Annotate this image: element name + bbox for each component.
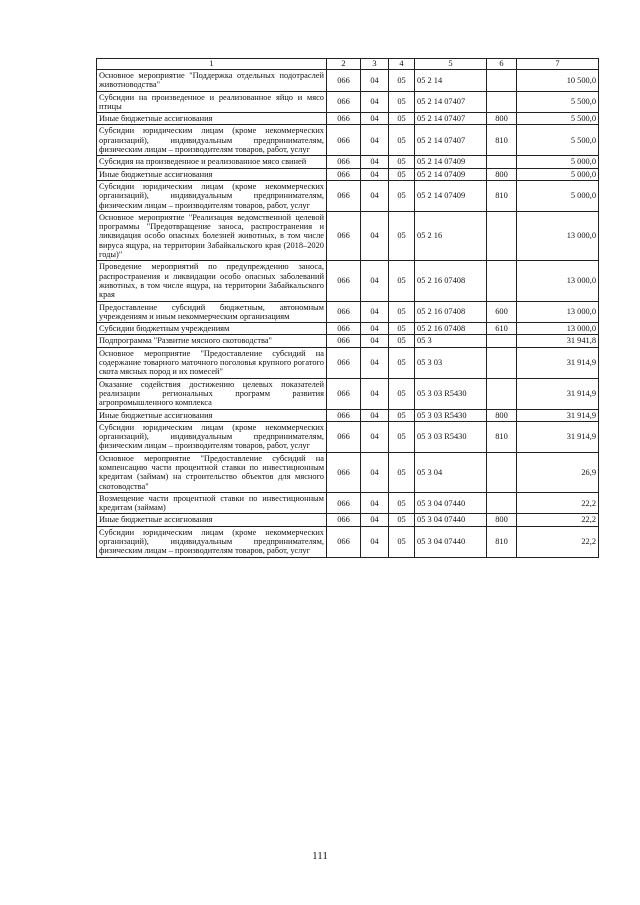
row-expense-type-cell: 800 [487, 514, 517, 526]
header-cell: 7 [517, 59, 599, 70]
row-expense-type-cell [487, 70, 517, 92]
table-row [97, 335, 599, 347]
row-section-cell: 04 [361, 113, 389, 125]
row-name-cell: Субсидии юридическим лицам (кроме некоммерческих организаций), индивидуальным предпринимателям, физическим лицам – производителям товаров, работ, услуг [97, 125, 327, 156]
row-target-article-cell: 05 2 14 07407 [415, 91, 487, 113]
row-expense-type-cell [487, 452, 517, 492]
row-section-cell: 04 [361, 168, 389, 180]
row-grbs-cell: 066 [327, 168, 361, 180]
row-amount-cell: 31 941,8 [517, 335, 599, 347]
row-section-cell: 04 [361, 335, 389, 347]
row-name-cell: Основное мероприятие "Поддержка отдельных подотраслей животноводства" [97, 70, 327, 92]
table-row [97, 421, 599, 452]
row-grbs-cell: 066 [327, 421, 361, 452]
row-target-article-cell: 05 2 16 07408 [415, 323, 487, 335]
row-amount-cell: 5 500,0 [517, 113, 599, 125]
row-amount-cell: 31 914,9 [517, 421, 599, 452]
row-grbs-cell: 066 [327, 335, 361, 347]
row-name-cell: Основное мероприятие "Предоставление субсидий на компенсацию части процентной ставки по инвестиционным кредитам (займам) на строительство объектов для мясного скотоводства" [97, 452, 327, 492]
row-subsection-cell: 05 [389, 409, 415, 421]
row-target-article-cell: 05 3 04 07440 [415, 492, 487, 514]
row-grbs-cell: 066 [327, 526, 361, 557]
row-expense-type-cell: 810 [487, 125, 517, 156]
row-subsection-cell: 05 [389, 113, 415, 125]
row-subsection-cell: 05 [389, 70, 415, 92]
header-cell: 5 [415, 59, 487, 70]
row-subsection-cell: 05 [389, 91, 415, 113]
row-amount-cell: 5 000,0 [517, 156, 599, 168]
row-name-cell: Субсидия на произведенное и реализованное мясо свиней [97, 156, 327, 168]
row-amount-cell: 13 000,0 [517, 301, 599, 323]
table-row [97, 125, 599, 156]
row-expense-type-cell: 810 [487, 180, 517, 211]
row-expense-type-cell [487, 91, 517, 113]
row-section-cell: 04 [361, 301, 389, 323]
row-expense-type-cell [487, 156, 517, 168]
row-section-cell: 04 [361, 347, 389, 378]
row-amount-cell: 5 500,0 [517, 125, 599, 156]
row-target-article-cell: 05 3 04 [415, 452, 487, 492]
row-name-cell: Субсидии юридическим лицам (кроме некоммерческих организаций), индивидуальным предпринимателям, физическим лицам – производителям товаров, работ, услуг [97, 421, 327, 452]
row-target-article-cell: 05 2 14 [415, 70, 487, 92]
row-amount-cell: 22,2 [517, 492, 599, 514]
row-grbs-cell: 066 [327, 180, 361, 211]
row-amount-cell: 13 000,0 [517, 323, 599, 335]
row-grbs-cell: 066 [327, 347, 361, 378]
row-name-cell: Проведение мероприятий по предупреждению заноса, распространения и ликвидации особо опасных заболеваний животных, в том числе ящура, на территории Забайкальского края [97, 261, 327, 301]
row-amount-cell: 5 500,0 [517, 91, 599, 113]
table-row [97, 526, 599, 557]
row-subsection-cell: 05 [389, 492, 415, 514]
row-amount-cell: 31 914,9 [517, 409, 599, 421]
row-amount-cell: 31 914,9 [517, 378, 599, 409]
row-amount-cell: 26,9 [517, 452, 599, 492]
row-name-cell: Иные бюджетные ассигнования [97, 514, 327, 526]
row-target-article-cell: 05 2 14 07409 [415, 156, 487, 168]
row-expense-type-cell: 600 [487, 301, 517, 323]
row-expense-type-cell [487, 335, 517, 347]
row-subsection-cell: 05 [389, 335, 415, 347]
row-target-article-cell: 05 3 [415, 335, 487, 347]
row-target-article-cell: 05 2 14 07407 [415, 125, 487, 156]
table-row [97, 180, 599, 211]
table-row [97, 70, 599, 92]
row-section-cell: 04 [361, 526, 389, 557]
row-target-article-cell: 05 3 03 R5430 [415, 409, 487, 421]
row-section-cell: 04 [361, 156, 389, 168]
table-row [97, 168, 599, 180]
row-section-cell: 04 [361, 409, 389, 421]
row-amount-cell: 13 000,0 [517, 211, 599, 260]
budget-table-sheet [96, 58, 598, 558]
row-section-cell: 04 [361, 261, 389, 301]
header-cell: 6 [487, 59, 517, 70]
row-amount-cell: 5 000,0 [517, 180, 599, 211]
row-target-article-cell: 05 2 14 07409 [415, 180, 487, 211]
table-row [97, 261, 599, 301]
table-row [97, 378, 599, 409]
row-amount-cell: 10 500,0 [517, 70, 599, 92]
row-name-cell: Основное мероприятие "Реализация ведомственной целевой программы "Предотвращение заноса, распространения и ликвидация особо опасных болезней животных, в том числе вируса ящура, на территории Забайкальского края (2018–2020 годы)" [97, 211, 327, 260]
row-target-article-cell: 05 2 16 07408 [415, 301, 487, 323]
row-target-article-cell: 05 2 14 07409 [415, 168, 487, 180]
row-expense-type-cell: 800 [487, 409, 517, 421]
row-name-cell: Основное мероприятие "Предоставление субсидий на содержание товарного маточного поголовья крупного рогатого скота мясных пород и их помесей" [97, 347, 327, 378]
row-expense-type-cell [487, 492, 517, 514]
row-section-cell: 04 [361, 323, 389, 335]
table-row [97, 347, 599, 378]
row-section-cell: 04 [361, 91, 389, 113]
row-grbs-cell: 066 [327, 156, 361, 168]
header-cell: 3 [361, 59, 389, 70]
row-subsection-cell: 05 [389, 180, 415, 211]
row-amount-cell: 22,2 [517, 514, 599, 526]
row-section-cell: 04 [361, 211, 389, 260]
row-expense-type-cell [487, 211, 517, 260]
row-section-cell: 04 [361, 492, 389, 514]
table-row [97, 492, 599, 514]
row-section-cell: 04 [361, 421, 389, 452]
row-subsection-cell: 05 [389, 526, 415, 557]
table-row [97, 91, 599, 113]
row-name-cell: Предоставление субсидий бюджетным, автономным учреждениям и иным некоммерческим организациям [97, 301, 327, 323]
row-name-cell: Подпрограмма "Развитие мясного скотоводства" [97, 335, 327, 347]
row-expense-type-cell [487, 261, 517, 301]
row-subsection-cell: 05 [389, 514, 415, 526]
row-name-cell: Иные бюджетные ассигнования [97, 409, 327, 421]
row-section-cell: 04 [361, 125, 389, 156]
row-grbs-cell: 066 [327, 125, 361, 156]
row-expense-type-cell: 610 [487, 323, 517, 335]
row-subsection-cell: 05 [389, 301, 415, 323]
table-row [97, 211, 599, 260]
row-target-article-cell: 05 2 16 [415, 211, 487, 260]
row-subsection-cell: 05 [389, 168, 415, 180]
row-subsection-cell: 05 [389, 323, 415, 335]
row-amount-cell: 13 000,0 [517, 261, 599, 301]
row-name-cell: Субсидии бюджетным учреждениям [97, 323, 327, 335]
row-name-cell: Субсидии на произведенное и реализованное яйцо и мясо птицы [97, 91, 327, 113]
row-grbs-cell: 066 [327, 301, 361, 323]
row-section-cell: 04 [361, 180, 389, 211]
table-row [97, 409, 599, 421]
table-row [97, 452, 599, 492]
row-amount-cell: 31 914,9 [517, 347, 599, 378]
row-grbs-cell: 066 [327, 514, 361, 526]
row-subsection-cell: 05 [389, 125, 415, 156]
row-grbs-cell: 066 [327, 323, 361, 335]
table-row [97, 156, 599, 168]
row-name-cell: Иные бюджетные ассигнования [97, 168, 327, 180]
row-name-cell: Субсидии юридическим лицам (кроме некоммерческих организаций), индивидуальным предпринимателям, физическим лицам – производителям товаров, работ, услуг [97, 180, 327, 211]
row-grbs-cell: 066 [327, 409, 361, 421]
row-section-cell: 04 [361, 70, 389, 92]
row-grbs-cell: 066 [327, 492, 361, 514]
row-subsection-cell: 05 [389, 211, 415, 260]
row-name-cell: Оказание содействия достижению целевых показателей реализации региональных программ развития агропромышленного комплекса [97, 378, 327, 409]
row-target-article-cell: 05 3 03 R5430 [415, 421, 487, 452]
row-subsection-cell: 05 [389, 378, 415, 409]
row-subsection-cell: 05 [389, 261, 415, 301]
row-name-cell: Иные бюджетные ассигнования [97, 113, 327, 125]
header-cell: 4 [389, 59, 415, 70]
row-target-article-cell: 05 2 14 07407 [415, 113, 487, 125]
table-row [97, 301, 599, 323]
row-target-article-cell: 05 3 04 07440 [415, 514, 487, 526]
row-subsection-cell: 05 [389, 347, 415, 378]
row-expense-type-cell [487, 378, 517, 409]
header-cell: 1 [97, 59, 327, 70]
row-grbs-cell: 066 [327, 113, 361, 125]
row-subsection-cell: 05 [389, 156, 415, 168]
header-cell: 2 [327, 59, 361, 70]
row-name-cell: Возмещение части процентной ставки по инвестиционным кредитам (займам) [97, 492, 327, 514]
header-row [97, 59, 599, 70]
page-number: 111 [312, 850, 328, 862]
table-row [97, 323, 599, 335]
row-grbs-cell: 066 [327, 261, 361, 301]
row-section-cell: 04 [361, 514, 389, 526]
row-expense-type-cell: 810 [487, 526, 517, 557]
row-amount-cell: 22,2 [517, 526, 599, 557]
row-grbs-cell: 066 [327, 211, 361, 260]
row-target-article-cell: 05 3 03 [415, 347, 487, 378]
table-row [97, 514, 599, 526]
row-grbs-cell: 066 [327, 452, 361, 492]
row-grbs-cell: 066 [327, 378, 361, 409]
row-subsection-cell: 05 [389, 421, 415, 452]
table-row [97, 113, 599, 125]
row-grbs-cell: 066 [327, 91, 361, 113]
row-name-cell: Субсидии юридическим лицам (кроме некоммерческих организаций), индивидуальным предпринимателям, физическим лицам – производителям товаров, работ, услуг [97, 526, 327, 557]
row-target-article-cell: 05 3 03 R5430 [415, 378, 487, 409]
row-amount-cell: 5 000,0 [517, 168, 599, 180]
row-expense-type-cell [487, 347, 517, 378]
row-grbs-cell: 066 [327, 70, 361, 92]
row-target-article-cell: 05 2 16 07408 [415, 261, 487, 301]
row-target-article-cell: 05 3 04 07440 [415, 526, 487, 557]
row-section-cell: 04 [361, 452, 389, 492]
row-expense-type-cell: 800 [487, 113, 517, 125]
row-expense-type-cell: 810 [487, 421, 517, 452]
row-expense-type-cell: 800 [487, 168, 517, 180]
budget-table [96, 58, 599, 558]
row-section-cell: 04 [361, 378, 389, 409]
row-subsection-cell: 05 [389, 452, 415, 492]
